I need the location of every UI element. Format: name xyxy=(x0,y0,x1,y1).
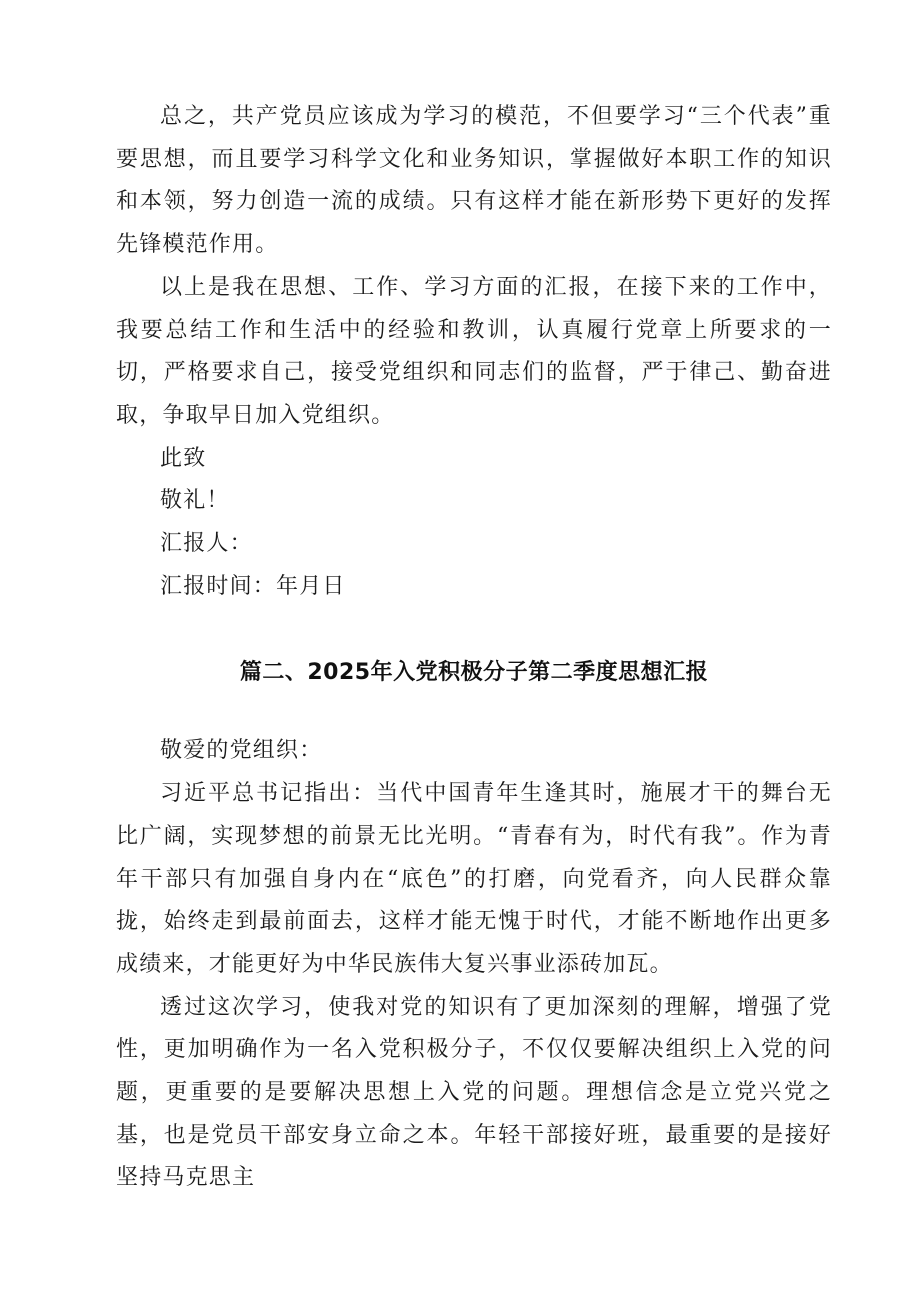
report-date-label: 汇报时间：年月日 xyxy=(160,573,346,599)
document-page xyxy=(116,96,832,1200)
reporter-label: 汇报人： xyxy=(160,531,253,557)
salutation: 敬爱的党组织： xyxy=(160,738,323,764)
closing-jingli: 敬礼！ xyxy=(160,488,230,514)
paragraph-xi-quote: 习近平总书记指出：当代中国青年生逢其时，施展才干的舞台无比广阔，实现梦想的前景无比光明。“青春有为，时代有我”。作为青年干部只有加强自身内在“底色”的打磨，向党看齐，向人民群众靠拢，始终走到最前面去，这样才能无愧于时代，才能不断地作出更多成绩来，才能更好为中华民族伟大复兴事业添砖加瓦。 xyxy=(116,781,832,977)
closing-zhici: 此致 xyxy=(160,445,207,471)
section-title: 篇二、2025年入党积极分子第二季度思想汇报 xyxy=(239,660,709,686)
paragraph-report-conclusion: 以上是我在思想、工作、学习方面的汇报，在接下来的工作中，我要总结工作和生活中的经验和教训，认真履行党章上所要求的一切，严格要求自己，接受党组织和同志们的监督，严于律己、勤奋进取，争取早日加入党组织。 xyxy=(116,274,832,428)
paragraph-summary: 总之，共产党员应该成为学习的模范，不但要学习“三个代表”重要思想，而且要学习科学文化和业务知识，掌握做好本职工作的知识和本领，努力创造一流的成绩。只有这样才能在新形势下更好的发挥先锋模范作用。 xyxy=(116,104,832,258)
paragraph-study-reflection: 透过这次学习，使我对党的知识有了更加深刻的理解，增强了党性，更加明确作为一名入党积极分子，不仅仅要解决组织上入党的问题，更重要的是要解决思想上入党的问题。理想信念是立党兴党之基，也是党员干部安身立命之本。年轻干部接好班，最重要的是接好坚持马克思主 xyxy=(116,994,832,1191)
